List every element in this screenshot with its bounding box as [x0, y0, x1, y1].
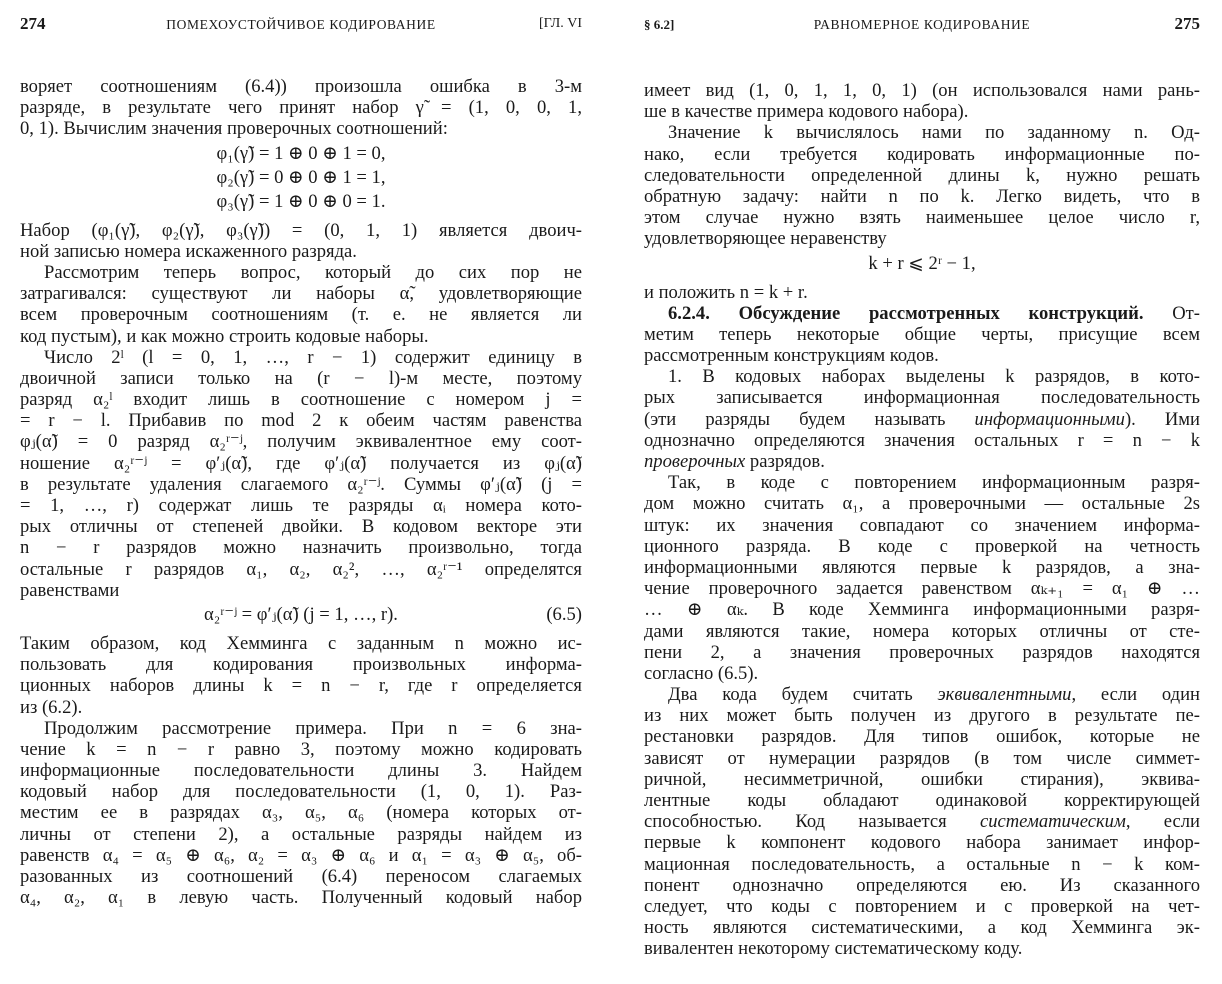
text-line	[20, 580, 582, 601]
text-segment: разрядов.	[745, 451, 825, 472]
text-line	[644, 409, 1200, 430]
text-line	[644, 557, 1200, 578]
text-line	[20, 495, 582, 516]
line-text: ричной, несимметричной, ошибки стирания), эквива-	[644, 768, 1200, 790]
equation-text: k + r ⩽ 2ʳ − 1,	[868, 252, 976, 274]
text-line	[644, 663, 1200, 684]
line-text: затрагивался: существуют ли наборы α̃, удовлетворяющие	[20, 283, 582, 305]
text-line	[644, 144, 1200, 165]
text-line	[644, 938, 1200, 959]
line-text: двоичной записи только на (r − l)-м месте, поэтому	[20, 367, 582, 389]
text-line	[644, 387, 1200, 408]
line-text: всем проверочным соотношениям (т. е. не является ли	[20, 304, 582, 326]
line-text: следует, что коды с повторением и с проверкой на чет-	[644, 895, 1200, 917]
line-text: Значение k вычислялось нами по заданному n. Од-	[668, 122, 1200, 144]
text-line	[644, 493, 1200, 514]
line-text: лентные коды обладают одинаковой корректирующей	[644, 790, 1200, 811]
line-text: φⱼ(α̃) = 0 разряд α₂ʳ⁻ʲ, получим эквивалентное ему соот-	[20, 431, 582, 453]
text-line	[20, 802, 582, 823]
text-line	[20, 97, 582, 118]
line-text: из них может быть получен из другого в результате пе-	[644, 705, 1200, 727]
section-reference: § 6.2]	[644, 17, 675, 32]
line-text: ционного разряда. В коде с проверкой на четность	[644, 535, 1200, 557]
text-segment: ). Ими	[1124, 408, 1200, 430]
emphasized-term: информационными	[974, 408, 1125, 430]
line-text: имеет вид (1, 0, 1, 1, 0, 1) (он использовался нами рань-	[644, 80, 1200, 101]
line-text: Так, в коде с повторением информационным разря-	[668, 472, 1200, 494]
line-text: ношение α₂ʳ⁻ʲ = φ′ⱼ(α̃), где φ′ⱼ(α̃) получается из φⱼ(α̃)	[20, 452, 582, 474]
text-line	[20, 431, 582, 452]
page-header	[644, 14, 1200, 38]
line-text: штук: их значения совпадают со значением информа-	[644, 514, 1200, 536]
text-line	[20, 824, 582, 845]
line-text: информационные последовательности длины 3. Найдем	[20, 760, 582, 782]
text-line	[20, 633, 582, 654]
text-line	[644, 811, 1200, 832]
equation-text: φ₂(γ̃) = 0 ⊕ 0 ⊕ 1 = 1,	[216, 166, 386, 188]
paragraph-first-line	[20, 347, 582, 368]
text-line	[20, 453, 582, 474]
line-text: местим ее в разрядах α₃, α₅, α₆ (номера которых от-	[20, 802, 582, 824]
line-text: этом случае нужно взять наименьшее целое число r,	[644, 207, 1200, 229]
line-text: ной записью номера искаженного разряда.	[20, 240, 357, 262]
text-line	[20, 241, 582, 262]
text-line	[644, 642, 1200, 663]
line-text: разряд α₂ˡ входит лишь в соотношение с номером j =	[20, 389, 582, 411]
line-text: метим теперь некоторые общие черты, присущие всем	[644, 323, 1200, 345]
text-line	[20, 76, 582, 97]
line-text: дами являются такие, номера которых отличны от сте-	[644, 620, 1200, 642]
line-text: рых записывается информационная последовательность	[644, 387, 1200, 409]
page-header	[20, 14, 582, 38]
text-segment: способностью. Код называется	[644, 811, 980, 833]
equation	[20, 166, 582, 190]
text-line	[20, 866, 582, 887]
line-text: … ⊕ αₖ. В коде Хемминга информационными разря-	[644, 599, 1200, 621]
text-segment: От-	[1143, 302, 1200, 324]
line-text: равенств α₄ = α₅ ⊕ α₆, α₂ = α₃ ⊕ α₆ и α₁ = α₃ ⊕ α₅, об-	[20, 844, 583, 866]
line-text: ность являются систематическими, а код Хемминга эк-	[644, 917, 1200, 939]
paragraph-first-line	[20, 718, 582, 739]
text-line	[644, 832, 1200, 853]
text-segment: (эти разряды будем называть	[644, 408, 975, 430]
text-line	[20, 675, 582, 696]
equation-text: φ₃(γ̃) = 1 ⊕ 0 ⊕ 0 = 1.	[216, 190, 386, 212]
line-text: 1. В кодовых наборах выделены k разрядов, в кото-	[668, 366, 1200, 388]
text-line	[20, 283, 582, 304]
text-line	[644, 186, 1200, 207]
line-text: пользовать для кодирования произвольных информа-	[20, 654, 582, 676]
text-line	[644, 207, 1200, 228]
line-text: рестановки разрядов. Для типов ошибок, которые не	[644, 726, 1200, 748]
text-line	[644, 228, 1200, 249]
text-line	[644, 896, 1200, 917]
line-text: остальные r разрядов α₁, α₂, α₂², …, α₂ʳ⁻¹ определятся	[20, 558, 582, 580]
equation	[20, 190, 582, 214]
line-text: и положить n = k + r.	[644, 281, 808, 303]
line-text: код пустым), и как можно строить кодовые наборы.	[20, 325, 429, 347]
text-line	[644, 790, 1200, 811]
paragraph-first-line	[644, 366, 1200, 387]
page-body	[644, 80, 1200, 960]
text-line	[644, 599, 1200, 620]
text-line	[20, 474, 582, 495]
line-text: удовлетворяющее неравенству	[644, 228, 887, 250]
text-line	[644, 345, 1200, 366]
line-text: рассмотренным конструкциям кодов.	[644, 345, 939, 367]
text-line	[20, 760, 582, 781]
text-line	[644, 578, 1200, 599]
line-text: согласно (6.5).	[644, 662, 759, 684]
page-number: 275	[1174, 14, 1200, 33]
line-text: обратную задачу: найти n по k. Легко видеть, что в	[644, 185, 1200, 207]
text-segment: , если	[1125, 811, 1200, 833]
text-line	[644, 282, 1200, 303]
line-text: ционных наборов длины k = n − r, где r определяется	[20, 675, 582, 697]
line-text: зависят от нумерации разрядов (в том числе симмет-	[644, 747, 1200, 769]
paragraph-first-line	[644, 303, 1200, 324]
section-heading: 6.2.4. Обсуждение рассмотренных конструкций.	[668, 302, 1144, 324]
text-line	[20, 304, 582, 325]
text-line	[644, 536, 1200, 557]
text-line	[20, 697, 582, 718]
running-title: РАВНОМЕРНОЕ КОДИРОВАНИЕ	[813, 17, 1031, 32]
emphasized-term: проверочных	[644, 451, 746, 472]
text-line	[20, 559, 582, 580]
line-text: разряде, в результате чего принят набор γ̃ = (1, 0, 0, 1,	[20, 97, 582, 119]
text-line	[20, 537, 582, 558]
equation	[20, 603, 582, 627]
text-line	[20, 368, 582, 389]
line-text: Таким образом, код Хемминга с заданным n можно ис-	[20, 632, 582, 654]
line-text: воряет соотношениям (6.4)) произошла ошибка в 3-м	[20, 76, 582, 97]
equation-number: (6.5)	[546, 603, 582, 625]
line-text: чение k = n − r равно 3, поэтому можно кодировать	[20, 738, 582, 760]
equation-text: φ₁(γ̃) = 1 ⊕ 0 ⊕ 1 = 0,	[216, 142, 386, 164]
line-text: кодовый набор для последовательности (1, 0, 1). Раз-	[20, 781, 582, 803]
text-line	[20, 739, 582, 760]
text-segment: Два кода будем считать	[668, 684, 938, 706]
text-line	[644, 101, 1200, 122]
line-text: α₄, α₂, α₁ в левую часть. Полученный кодовый набор	[20, 887, 582, 909]
paragraph-first-line	[644, 122, 1200, 143]
text-line	[644, 324, 1200, 345]
paragraph-first-line	[644, 472, 1200, 493]
text-line	[644, 451, 1200, 472]
line-text: мационная последовательность, а остальные n − k ком-	[644, 853, 1200, 875]
line-text: чение проверочного задается равенством αₖ₊₁ = α₁ ⊕ …	[644, 578, 1200, 600]
text-line	[20, 845, 582, 866]
line-text: в результате удаления слагаемого α₂ʳ⁻ʲ. Суммы φ′ⱼ(α̃) (j =	[20, 473, 582, 495]
line-text: = r − l. Прибавив по mod 2 к обеим частям равенства	[20, 410, 582, 432]
text-line	[20, 220, 582, 241]
line-text: личны от степени 2), а остальные разряды найдем из	[20, 823, 582, 845]
line-text: однозначно определяются значения остальных r = n − k	[644, 429, 1200, 451]
line-text: разованных из соотношений (6.4) переносом слагаемых	[20, 866, 582, 887]
running-title: ПОМЕХОУСТОЙЧИВОЕ КОДИРОВАНИЕ	[166, 17, 436, 32]
text-line	[644, 515, 1200, 536]
line-text: равенствами	[20, 579, 120, 601]
text-line	[644, 769, 1200, 790]
line-text: рых отличны от степеней двойки. В кодовом векторе эти	[20, 516, 582, 538]
text-line	[20, 326, 582, 347]
line-text: 0, 1). Вычислим значения проверочных соотношений:	[20, 118, 448, 140]
text-line	[20, 887, 582, 908]
line-text: вивалентен некоторому систематическому коду.	[644, 938, 1023, 960]
line-text: первые k компонент кодового набора занимает инфор-	[644, 832, 1200, 854]
text-line	[20, 654, 582, 675]
emphasized-term: систематическим	[979, 811, 1126, 833]
text-line	[644, 917, 1200, 938]
text-line	[20, 410, 582, 431]
text-line	[644, 80, 1200, 101]
page-number: 274	[20, 14, 46, 33]
line-text: нако, если требуется кодировать информационные по-	[644, 143, 1200, 165]
text-line	[644, 430, 1200, 451]
text-line	[20, 516, 582, 537]
equation	[20, 142, 582, 166]
line-text: Рассмотрим теперь вопрос, который до сих пор не	[44, 261, 582, 283]
line-text: ше в качестве примера кодового набора).	[644, 101, 969, 123]
text-line	[20, 389, 582, 410]
page-body	[20, 76, 582, 908]
text-line	[644, 748, 1200, 769]
text-line	[20, 118, 582, 139]
text-line	[644, 854, 1200, 875]
equation-text: α₂ʳ⁻ʲ = φ′ⱼ(α̃) (j = 1, …, r).	[204, 603, 398, 625]
line-text: Набор (φ₁(γ̃), φ₂(γ̃), φ₃(γ̃)) = (0, 1, 1) является двоич-	[20, 219, 582, 241]
text-line	[644, 705, 1200, 726]
text-line	[644, 726, 1200, 747]
line-text: дом можно считать α₁, а проверочными — остальные 2s	[644, 493, 1200, 515]
line-text: Число 2ˡ (l = 0, 1, …, r − 1) содержит единицу в	[44, 346, 582, 368]
line-text: понент однозначно определяются ею. Из сказанного	[644, 874, 1200, 896]
text-line	[644, 621, 1200, 642]
line-text: пени 2, а значения проверочных разрядов находятся	[644, 641, 1200, 663]
text-segment: , если один	[1071, 684, 1200, 706]
paragraph-first-line	[20, 262, 582, 283]
line-text: следовательности определенной длины k, нужно решать	[644, 164, 1200, 186]
line-text: n − r разрядов можно назначить произвольно, тогда	[20, 537, 582, 559]
paragraph-first-line	[644, 684, 1200, 705]
line-text: Продолжим рассмотрение примера. При n = 6 зна-	[44, 717, 582, 739]
emphasized-term: эквивалентными	[937, 684, 1072, 706]
line-text: информационными являются первые k разрядов, а зна-	[644, 556, 1200, 578]
text-line	[644, 165, 1200, 186]
chapter-reference: [ГЛ. VI	[539, 16, 582, 31]
text-line	[644, 875, 1200, 896]
equation	[644, 252, 1200, 276]
text-line	[20, 781, 582, 802]
line-text: из (6.2).	[20, 696, 83, 718]
line-text: = 1, …, r) содержат лишь те разряды αᵢ номера кото-	[20, 495, 582, 516]
